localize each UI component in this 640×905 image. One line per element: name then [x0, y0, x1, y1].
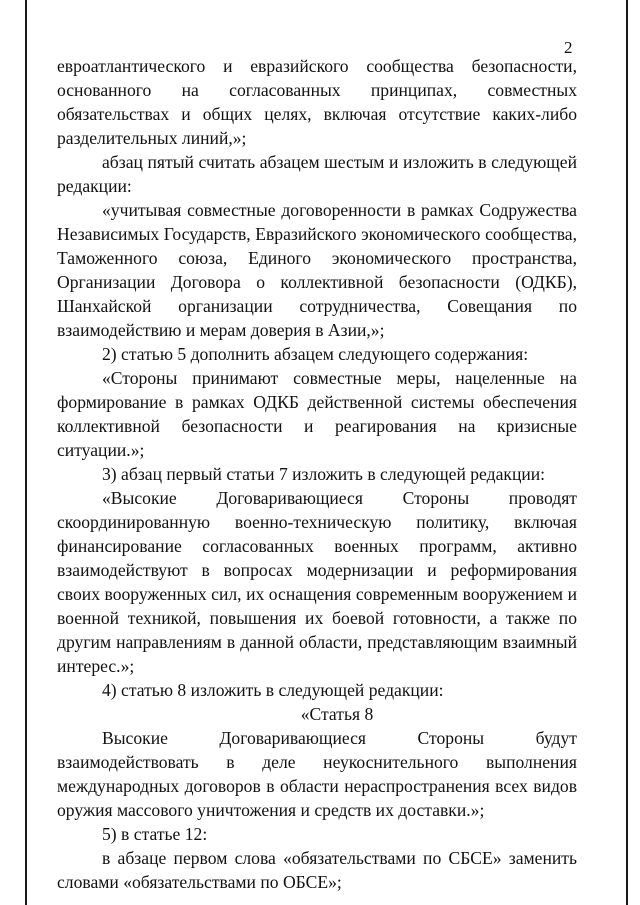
paragraph-article-8-text: Высокие Договаривающиеся Стороны будут взаимодействовать в деле неукоснительного выполнения международных договоров в области нераспространения всех видов оружия массового уничтожения и средств их доставки.»;: [57, 728, 577, 820]
paragraph-item-5: 5) в статье 12:: [102, 824, 208, 844]
paragraph-instruction-5th: абзац пятый считать абзацем шестым и изложить в следующей редакции:: [57, 152, 577, 196]
paragraph-item-3: 3) абзац первый статьи 7 изложить в следующей редакции:: [102, 464, 546, 484]
paragraph-quote-agreements: «учитывая совместные договоренности в рамках Содружества Независимых Государств, Евразийского экономического сообщества, Таможенного союза, Единого экономического пространства, Организации Договора о коллективной безопасности (ОДКБ), Шанхайской организации сотрудничества, Совещания по взаимодействию и мерам доверия в Азии,»;: [57, 200, 577, 340]
page-border-right: [626, 0, 628, 905]
paragraph-replace-osce: в абзаце первом слова «обязательствами по СБСЕ» заменить словами «обязательствами по ОБСЕ»;: [57, 848, 577, 892]
paragraph-quote-military: «Высокие Договаривающиеся Стороны проводят скоординированную военно-техническую политику, включая финансирование согласованных военных программ, активно взаимодействуют в вопросах модернизации и реформирования своих вооруженных сил, их оснащения современным вооружением и военной техникой, повышения их боевой готовности, а также по другим направлениям в данной области, представляющим взаимный интерес.»;: [57, 488, 577, 676]
page-border-left: [25, 0, 27, 905]
paragraph-item-4: 4) статью 8 изложить в следующей редакции:: [102, 680, 444, 700]
article-heading: «Статья 8: [300, 704, 374, 724]
paragraph-continuation: евроатлантического и евразийского сообщества безопасности, основанного на согласованных принципах, совместных обязательствах и общих целях, включая отсутствие каких-либо разделительных линий,»;: [57, 56, 577, 148]
page-number: 2: [564, 38, 573, 57]
document-body: [57, 54, 577, 894]
paragraph-quote-measures: «Стороны принимают совместные меры, нацеленные на формирование в рамках ОДКБ действенной системы обеспечения коллективной безопасности и реагирования на кризисные ситуации.»;: [57, 368, 577, 460]
paragraph-item-2: 2) статью 5 дополнить абзацем следующего содержания:: [102, 344, 529, 364]
